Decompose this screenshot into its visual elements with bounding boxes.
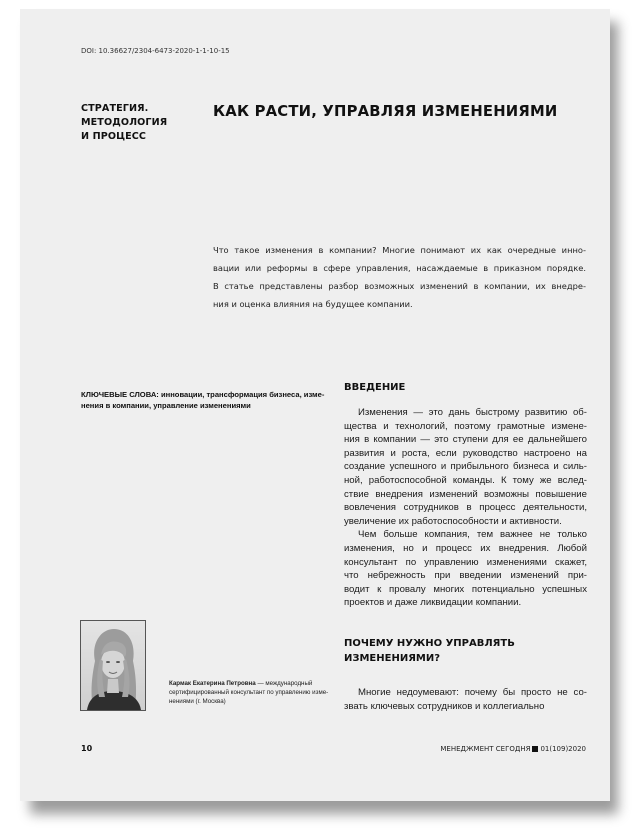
text-line: создание успешного и прибыльного бизнеса и силь- xyxy=(344,461,587,473)
author-portrait-image xyxy=(81,621,145,710)
document-page xyxy=(20,9,610,801)
text-line: консультант по управлению изменениями скажет, xyxy=(344,556,587,568)
keywords-text: нения в компании, управление изменениями xyxy=(81,401,251,410)
why-text xyxy=(344,686,587,713)
section-label-line: СТРАТЕГИЯ. xyxy=(81,103,149,114)
text-line: что небрежность при введении изменений при- xyxy=(344,570,587,582)
text-line: Изменения — это дань быстрому развитию об- xyxy=(358,407,587,418)
text-line: ствие внедрения изменений возможны повышение xyxy=(344,488,587,500)
text-line: ной, работоспособной команды. К тому же вслед- xyxy=(344,474,587,486)
author-role: — международный xyxy=(255,680,313,687)
heading-line: ВВЕДЕНИЕ xyxy=(344,382,406,393)
author-line: нениями (г. Москва) xyxy=(169,698,226,705)
section-label-line: И ПРОЦЕСС xyxy=(81,131,147,142)
text-line: Чем больше компания, тем важнее не только xyxy=(358,529,587,541)
journal-issue: 01(109)2020 xyxy=(540,745,586,753)
author-name: Кармак Екатерина Петровна xyxy=(169,680,256,687)
author-line: сертифицированный консультант по управлению изме- xyxy=(169,689,329,696)
text-line: вовлечения сотрудников в процесс деятельности, xyxy=(344,502,587,514)
abstract-line: Что такое изменения в компании? Многие понимают их как очередные инно- xyxy=(213,245,586,255)
abstract xyxy=(213,241,586,313)
keywords-line xyxy=(81,389,331,400)
doi-text: DOI: 10.36627/2304-6473-2020-1-1-10-15 xyxy=(81,47,230,55)
intro-text xyxy=(344,406,587,610)
author-line xyxy=(169,679,339,688)
abstract-line: В статье представлены разбор возможных изменений в компании, их внедре- xyxy=(213,281,586,291)
text-line: Многие недоумевают: почему бы просто не со- xyxy=(358,687,587,698)
keywords-text: инновации, трансформация бизнеса, изме- xyxy=(160,390,325,399)
article-title: КАК РАСТИ, УПРАВЛЯЯ ИЗМЕНЕНИЯМИ xyxy=(213,103,558,120)
text-line: щества и технологий, поэтому грамотные измене- xyxy=(344,420,587,432)
text-line: ния в компании — это ступени для ее дальнейшего xyxy=(344,434,587,446)
section-label-line: МЕТОДОЛОГИЯ xyxy=(81,117,168,128)
page-number: 10 xyxy=(81,744,93,753)
why-heading xyxy=(344,636,515,666)
keywords xyxy=(81,389,331,411)
text-line: проектов и даже ликвидации компании. xyxy=(344,597,522,609)
text-line: увеличение их работоспособности и активности. xyxy=(344,515,562,527)
section-label xyxy=(81,102,201,144)
intro-heading xyxy=(344,380,405,395)
text-line: развития и роста, если руководство настроено на xyxy=(344,447,587,459)
abstract-line: вации или реформы в сфере управления, насаждаемые в приказном порядке. xyxy=(213,263,586,273)
heading-line: ИЗМЕНЕНИЯМИ? xyxy=(344,653,441,664)
square-separator-icon xyxy=(532,746,538,752)
journal-name: МЕНЕДЖМЕНТ СЕГОДНЯ xyxy=(440,745,531,753)
text-line: изменения, но и процесс их внедрения. Любой xyxy=(344,542,587,554)
author-info xyxy=(169,679,339,706)
keywords-label: КЛЮЧЕВЫЕ СЛОВА: xyxy=(81,390,159,399)
journal-footer xyxy=(440,745,586,753)
text-line: звать ключевых сотрудников и коллегиально xyxy=(344,700,545,712)
text-line: водит к провалу многих потенциально успешных xyxy=(344,583,587,595)
heading-line: ПОЧЕМУ НУЖНО УПРАВЛЯТЬ xyxy=(344,638,515,649)
author-photo xyxy=(80,620,146,711)
abstract-line: ния и оценка влияния на будущее компании. xyxy=(213,299,413,309)
